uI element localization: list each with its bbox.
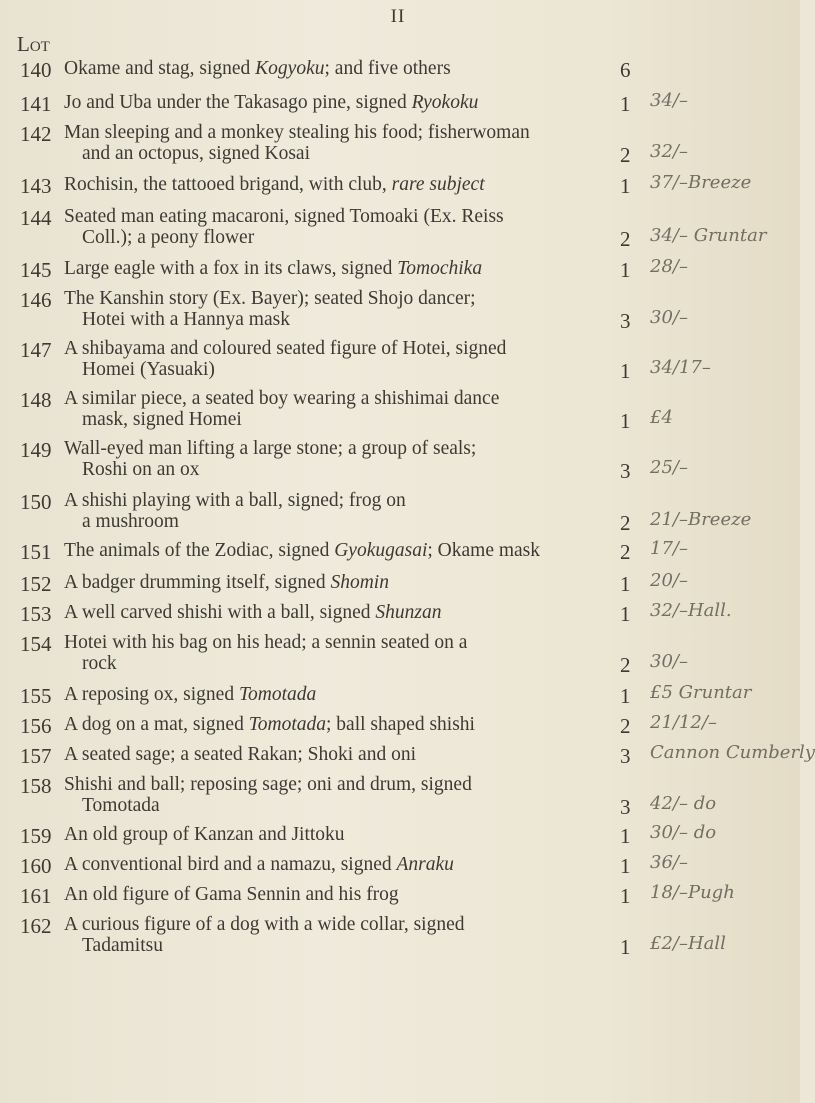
lot-number: 155	[20, 684, 52, 708]
lot-signature: Tomochika	[397, 258, 483, 279]
lot-description-text: Man sleeping and a monkey stealing his food; fisherwoman	[64, 122, 530, 143]
lot-quantity: 2	[620, 227, 631, 251]
lot-description	[64, 540, 604, 561]
lot-description	[64, 388, 604, 430]
page-number: II	[390, 6, 406, 27]
lot-quantity: 3	[620, 309, 631, 333]
lot-quantity: 1	[620, 174, 631, 198]
lot-signature: Tomotada	[248, 714, 327, 735]
lot-number: 157	[20, 744, 52, 768]
lot-number: 150	[20, 490, 52, 514]
lot-description	[64, 914, 604, 956]
lot-description-text: A well carved shishi with a ball, signed	[64, 602, 376, 623]
lot-description-text: Jo and Uba under the Takasago pine, signed	[64, 92, 412, 113]
lot-description	[64, 174, 604, 195]
lot-quantity: 1	[620, 572, 631, 596]
lot-description-text: A shibayama and coloured seated figure of Hotei, signed	[64, 338, 507, 359]
lot-number: 144	[20, 206, 52, 230]
handwritten-price-annotation: 42/– do	[650, 793, 717, 814]
lot-quantity: 2	[620, 143, 631, 167]
lot-description	[64, 92, 604, 113]
lot-number: 152	[20, 572, 52, 596]
lot-description-continued: Tomotada	[82, 795, 160, 816]
lot-description-text: The animals of the Zodiac, signed	[64, 540, 335, 561]
lot-signature: Gyokugasai	[334, 540, 428, 561]
handwritten-price-annotation: 17/–	[650, 538, 688, 559]
lot-description-continued: Coll.); a peony flower	[82, 227, 255, 248]
lot-signature: Ryokoku	[411, 92, 479, 113]
lot-description	[64, 774, 604, 816]
lot-quantity: 1	[620, 602, 631, 626]
lot-description-text: Seated man eating macaroni, signed Tomoaki (Ex. Reiss	[64, 206, 504, 227]
lot-description	[64, 572, 604, 593]
lot-description-text: Large eagle with a fox in its claws, signed	[64, 258, 398, 279]
lot-description-text: A curious figure of a dog with a wide collar, signed	[64, 914, 465, 935]
lot-description	[64, 338, 604, 380]
lot-number: 149	[20, 438, 52, 462]
lot-quantity: 1	[620, 824, 631, 848]
lot-number: 145	[20, 258, 52, 282]
lot-description-continued: Tadamitsu	[82, 935, 163, 956]
lot-number: 153	[20, 602, 52, 626]
handwritten-price-annotation: 20/–	[650, 570, 688, 591]
lot-number: 151	[20, 540, 52, 564]
lot-description	[64, 714, 604, 735]
handwritten-price-annotation: 36/–	[650, 852, 688, 873]
handwritten-price-annotation: 30/– do	[650, 822, 717, 843]
lot-number: 146	[20, 288, 52, 312]
lot-quantity: 3	[620, 744, 631, 768]
lot-description-rest: ; and five others	[324, 58, 451, 79]
lot-quantity: 2	[620, 540, 631, 564]
lot-quantity: 2	[620, 653, 631, 677]
lot-description	[64, 684, 604, 705]
handwritten-price-annotation: £2/–Hall	[650, 933, 726, 954]
handwritten-price-annotation: £5 Gruntar	[650, 682, 752, 703]
handwritten-price-annotation: 34/– Gruntar	[650, 225, 767, 246]
lot-number: 159	[20, 824, 52, 848]
lot-quantity: 1	[620, 884, 631, 908]
lot-description-text: An old figure of Gama Sennin and his frog	[64, 884, 399, 905]
lot-signature: Shomin	[330, 572, 389, 593]
lot-signature: Shunzan	[375, 602, 442, 623]
lot-description	[64, 602, 604, 623]
lot-number: 154	[20, 632, 52, 656]
lot-description	[64, 288, 604, 330]
lot-quantity: 2	[620, 511, 631, 535]
lot-quantity: 1	[620, 854, 631, 878]
lot-number: 140	[20, 58, 52, 82]
handwritten-price-annotation: 21/12/–	[650, 712, 717, 733]
lot-description	[64, 490, 604, 532]
lot-column-header: Lot	[17, 32, 50, 56]
handwritten-price-annotation: 34/17–	[650, 357, 711, 378]
lot-number: 160	[20, 854, 52, 878]
lot-number: 161	[20, 884, 52, 908]
lot-description	[64, 744, 604, 765]
lot-quantity: 2	[620, 714, 631, 738]
lot-number: 158	[20, 774, 52, 798]
lot-number: 143	[20, 174, 52, 198]
lot-description	[64, 122, 604, 164]
lot-description-text: A seated sage; a seated Rakan; Shoki and oni	[64, 744, 416, 765]
lot-description	[64, 632, 604, 674]
lot-description	[64, 854, 604, 875]
handwritten-price-annotation: 32/–	[650, 141, 688, 162]
lot-description	[64, 438, 604, 480]
lot-description-text: Wall-eyed man lifting a large stone; a group of seals;	[64, 438, 477, 459]
lot-number: 162	[20, 914, 52, 938]
lot-description-text: An old group of Kanzan and Jittoku	[64, 824, 345, 845]
lot-number: 156	[20, 714, 52, 738]
handwritten-price-annotation: Cannon Cumberly	[650, 742, 815, 763]
handwritten-price-annotation: 28/–	[650, 256, 688, 277]
lot-description-text: A similar piece, a seated boy wearing a shishimai dance	[64, 388, 500, 409]
lot-description-text: A conventional bird and a namazu, signed	[64, 854, 397, 875]
handwritten-price-annotation: 21/–Breeze	[650, 509, 752, 530]
handwritten-price-annotation: 30/–	[650, 307, 688, 328]
lot-quantity: 1	[620, 935, 631, 959]
lot-number: 141	[20, 92, 52, 116]
lot-description-continued: Homei (Yasuaki)	[82, 359, 215, 380]
handwritten-price-annotation: £4	[650, 407, 673, 428]
lot-description	[64, 258, 604, 279]
lot-description-text: Shishi and ball; reposing sage; oni and drum, signed	[64, 774, 472, 795]
handwritten-price-annotation: 32/–Hall.	[650, 600, 732, 621]
lot-description-text: The Kanshin story (Ex. Bayer); seated Shojo dancer;	[64, 288, 476, 309]
lot-description-rest: ; Okame mask	[427, 540, 541, 561]
handwritten-price-annotation: 25/–	[650, 457, 688, 478]
lot-description-text: A dog on a mat, signed	[64, 714, 249, 735]
lot-signature: Anraku	[396, 854, 454, 875]
lot-quantity: 1	[620, 258, 631, 282]
lot-description-text: Okame and stag, signed	[64, 58, 256, 79]
lot-description-text: A shishi playing with a ball, signed	[64, 490, 339, 511]
lot-quantity: 1	[620, 359, 631, 383]
lot-signature: Tomotada	[238, 684, 317, 705]
lot-description-text: Rochisin, the tattooed brigand, with club,	[64, 174, 392, 195]
lot-description-continued: and an octopus, signed Kosai	[82, 143, 311, 164]
lot-description-rest: ; frog on	[338, 490, 406, 511]
lot-description-continued: Hotei with a Hannya mask	[82, 309, 290, 330]
lot-description-continued: rock	[82, 653, 117, 674]
lot-number: 148	[20, 388, 52, 412]
lot-description	[64, 206, 604, 248]
handwritten-price-annotation: 37/–Breeze	[650, 172, 752, 193]
lot-description	[64, 58, 604, 79]
lot-quantity: 3	[620, 459, 631, 483]
lot-description	[64, 824, 604, 845]
lot-quantity: 1	[620, 409, 631, 433]
lot-quantity: 3	[620, 795, 631, 819]
lot-description-text: Hotei with his bag on his head; a sennin seated on a	[64, 632, 468, 653]
lot-description-rest: ; ball shaped shishi	[326, 714, 475, 735]
lot-quantity: 1	[620, 684, 631, 708]
lot-description-text: A reposing ox, signed	[64, 684, 239, 705]
lot-description-continued: Roshi on an ox	[82, 459, 200, 480]
lot-number: 142	[20, 122, 52, 146]
lot-signature: rare subject	[391, 174, 485, 195]
handwritten-price-annotation: 34/–	[650, 90, 688, 111]
lot-description-continued: mask, signed Homei	[82, 409, 242, 430]
lot-signature: Kogyoku	[255, 58, 325, 79]
lot-quantity: 6	[620, 58, 631, 82]
lot-quantity: 1	[620, 92, 631, 116]
lot-description-text: A badger drumming itself, signed	[64, 572, 331, 593]
handwritten-price-annotation: 30/–	[650, 651, 688, 672]
lot-number: 147	[20, 338, 52, 362]
handwritten-price-annotation: 18/–Pugh	[650, 882, 735, 903]
lot-description	[64, 884, 604, 905]
lot-description-continued: a mushroom	[82, 511, 179, 532]
